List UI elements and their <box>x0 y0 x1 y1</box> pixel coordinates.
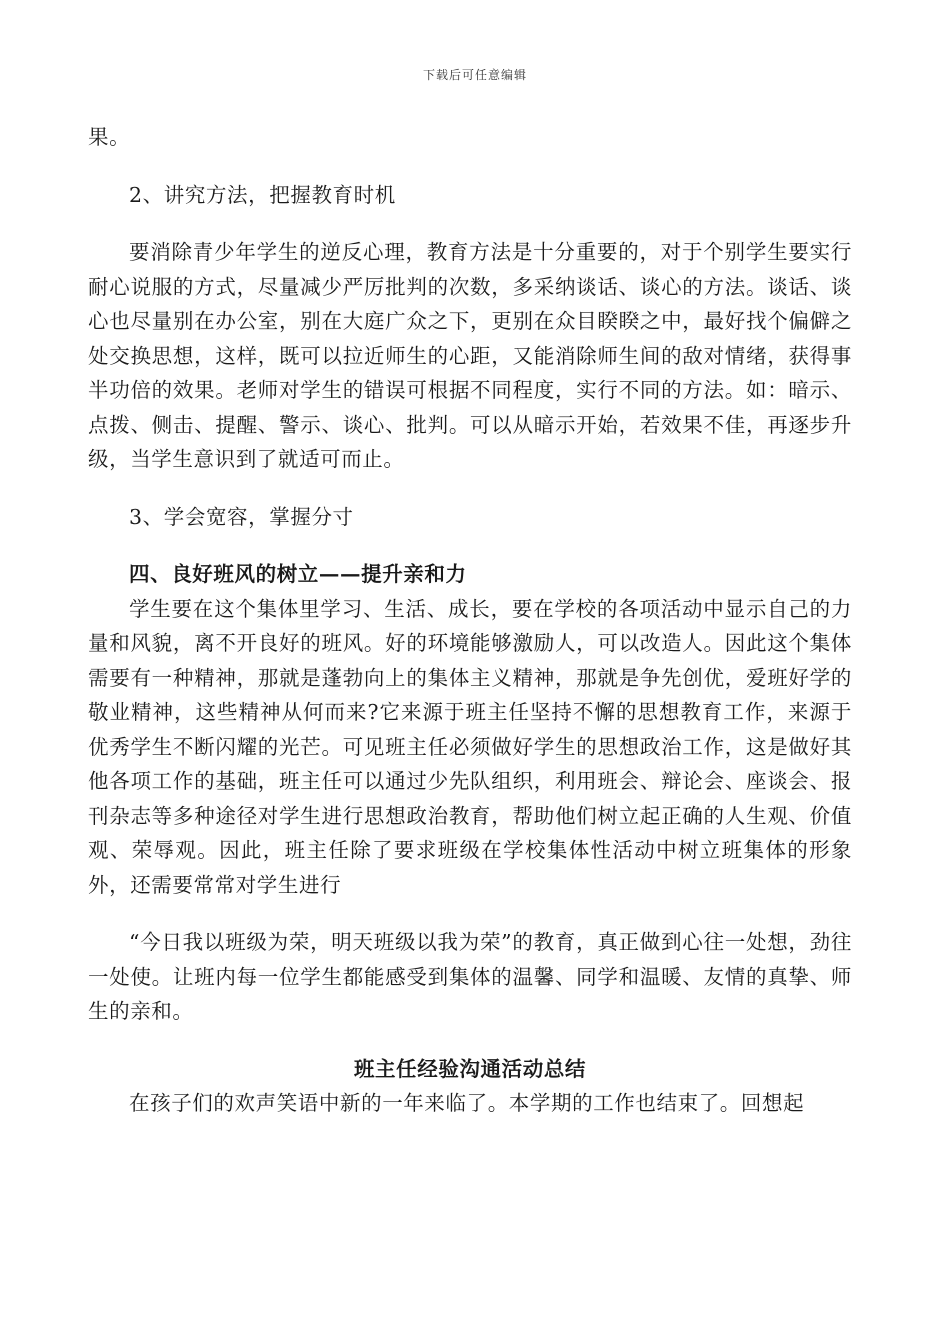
paragraph-class-spirit: 学生要在这个集体里学习、生活、成长，要在学校的各项活动中显示自己的力量和风貌，离不开良好的班风。好的环境能够激励人，可以改造人。因此这个集体需要有一种精神，那就是蓬勃向上的集体主义精神，那就是争先创优，爱班好学的敬业精神，这些精神从何而来?它来源于班主任坚持不懈的思想教育工作，来源于优秀学生不断闪耀的光芒。可见班主任必须做好学生的思想政治工作，这是做好其他各项工作的基础，班主任可以通过少先队组织，利用班会、辩论会、座谈会、报刊杂志等多种途径对学生进行思想政治教育，帮助他们树立起正确的人生观、价值观、荣辱观。因此，班主任除了要求班级在学校集体性活动中树立班集体的形象外，还需要常常对学生进行 <box>88 596 852 897</box>
subheading-method: 2、讲究方法，把握教育时机 <box>129 182 396 207</box>
paragraph-method: 要消除青少年学生的逆反心理，教育方法是十分重要的，对于个别学生要实行耐心说服的方式，尽量减少严厉批判的次数，多采纳谈话、谈心的方法。谈话、谈心也尽量别在办公室，别在大庭广众之下，更别在众目睽睽之中，最好找个偏僻之处交换思想，这样，既可以拉近师生的心距，又能消除师生间的敌对情绪，获得事半功倍的效果。老师对学生的错误可根据不同程度，实行不同的方法。如：暗示、点拨、侧击、提醒、警示、谈心、批判。可以从暗示开始，若效果不佳，再逐步升级，当学生意识到了就适可而止。 <box>88 240 852 471</box>
document-title: 班主任经验沟通活动总结 <box>353 1056 587 1081</box>
paragraph-honor: “今日我以班级为荣，明天班级以我为荣”的教育，真正做到心往一处想，劲往一处使。让班内每一位学生都能感受到集体的温馨、同学和温暖、友情的真挚、师生的亲和。 <box>88 930 852 1023</box>
header-note: 下载后可任意编辑 <box>422 68 527 82</box>
section-heading-class-spirit: 四、良好班风的树立——提升亲和力 <box>129 562 467 586</box>
subheading-tolerance: 3、学会宽容，掌握分寸 <box>129 504 354 529</box>
document-body <box>88 120 852 1121</box>
paragraph-summary-start: 在孩子们的欢声笑语中新的一年来临了。本学期的工作也结束了。回想起 <box>129 1091 805 1115</box>
paragraph-continuation: 果。 <box>88 125 131 149</box>
